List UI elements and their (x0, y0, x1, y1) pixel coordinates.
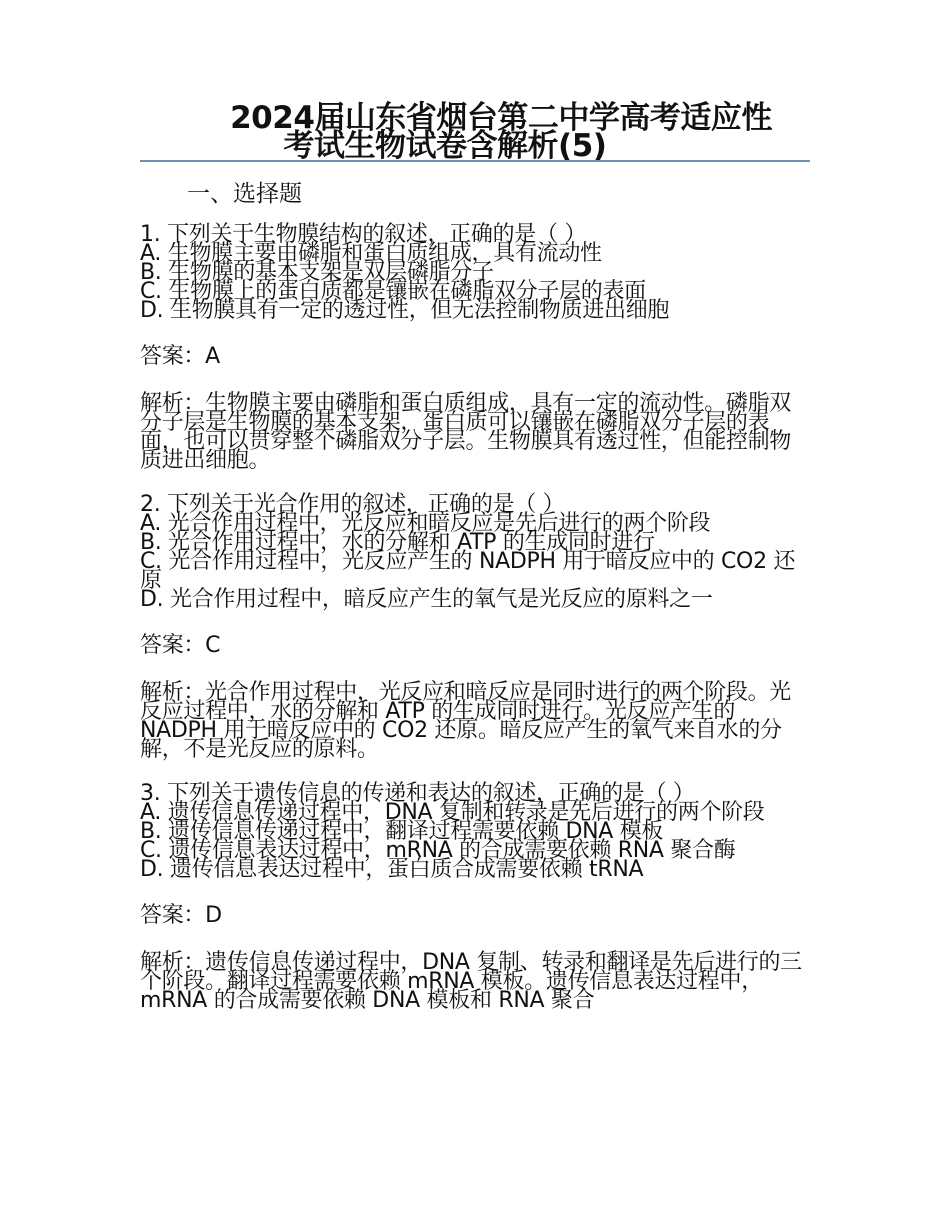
option-d: D. 生物膜具有一定的透过性，但无法控制物质进出细胞 (140, 298, 670, 323)
explanation: 解析：光合作用过程中，光反应和暗反应是同时进行的两个阶段。光反应过程中，水的分解和 ATP 的生成同时进行。光反应产生的 NADPH 用于暗反应中的 CO2 还原。暗反应产生的氧气来自水的分解，不是光反应的原料。 (140, 680, 792, 762)
question-list (140, 222, 810, 1013)
option-a: A. 生物膜主要由磷脂和蛋白质组成，具有流动性 (140, 241, 602, 266)
option-b: B. 光合作用过程中，水的分解和 ATP 的生成同时进行 (140, 530, 655, 555)
question-3 (140, 781, 810, 1013)
document-title (140, 100, 810, 164)
option-a: A. 遗传信息传递过程中，DNA 复制和转录是先后进行的两个阶段 (140, 800, 765, 825)
option-c: C. 遗传信息表达过程中，mRNA 的合成需要依赖 RNA 聚合酶 (140, 838, 736, 863)
option-b: B. 遗传信息传递过程中，翻译过程需要依赖 DNA 模板 (140, 819, 664, 844)
title-divider (140, 160, 810, 162)
explanation: 解析：遗传信息传递过程中，DNA 复制、转录和翻译是先后进行的三个阶段。翻译过程需要依赖 mRNA 模板。遗传信息表达过程中，mRNA 的合成需要依赖 DNA 模板和 RNA 聚合 (140, 950, 802, 1013)
option-d: D. 光合作用过程中，暗反应产生的氧气是光反应的原料之一 (140, 587, 713, 612)
question-2 (140, 492, 810, 762)
question-stem: 3. 下列关于遗传信息的传递和表达的叙述，正确的是（ ） (140, 781, 695, 806)
option-b: B. 生物膜的基本支架是双层磷脂分子 (140, 260, 494, 285)
section-heading: 一、选择题 (187, 181, 302, 207)
question-1 (140, 222, 810, 473)
answer: 答案：C (140, 633, 221, 658)
question-stem: 2. 下列关于光合作用的叙述，正确的是（ ） (140, 492, 565, 517)
explanation: 解析：生物膜主要由磷脂和蛋白质组成，具有一定的流动性。磷脂双分子层是生物膜的基本支架，蛋白质可以镶嵌在磷脂双分子层的表面，也可以贯穿整个磷脂双分子层。生物膜具有透过性，但能控制物质进出细胞。 (140, 391, 792, 473)
option-c: C. 光合作用过程中，光反应产生的 NADPH 用于暗反应中的 CO2 还原 (140, 549, 796, 593)
title-line-2: 考试生物试卷含解析(5) (283, 128, 607, 164)
title-line-1: 2024届山东省烟台第二中学高考适应性 (230, 100, 772, 136)
option-c: C. 生物膜上的蛋白质都是镶嵌在磷脂双分子层的表面 (140, 279, 646, 304)
answer: 答案：A (140, 344, 220, 369)
option-d: D. 遗传信息表达过程中，蛋白质合成需要依赖 tRNA (140, 857, 644, 882)
question-stem: 1. 下列关于生物膜结构的叙述，正确的是（ ） (140, 222, 587, 247)
answer: 答案：D (140, 903, 222, 928)
option-a: A. 光合作用过程中，光反应和暗反应是先后进行的两个阶段 (140, 511, 711, 536)
